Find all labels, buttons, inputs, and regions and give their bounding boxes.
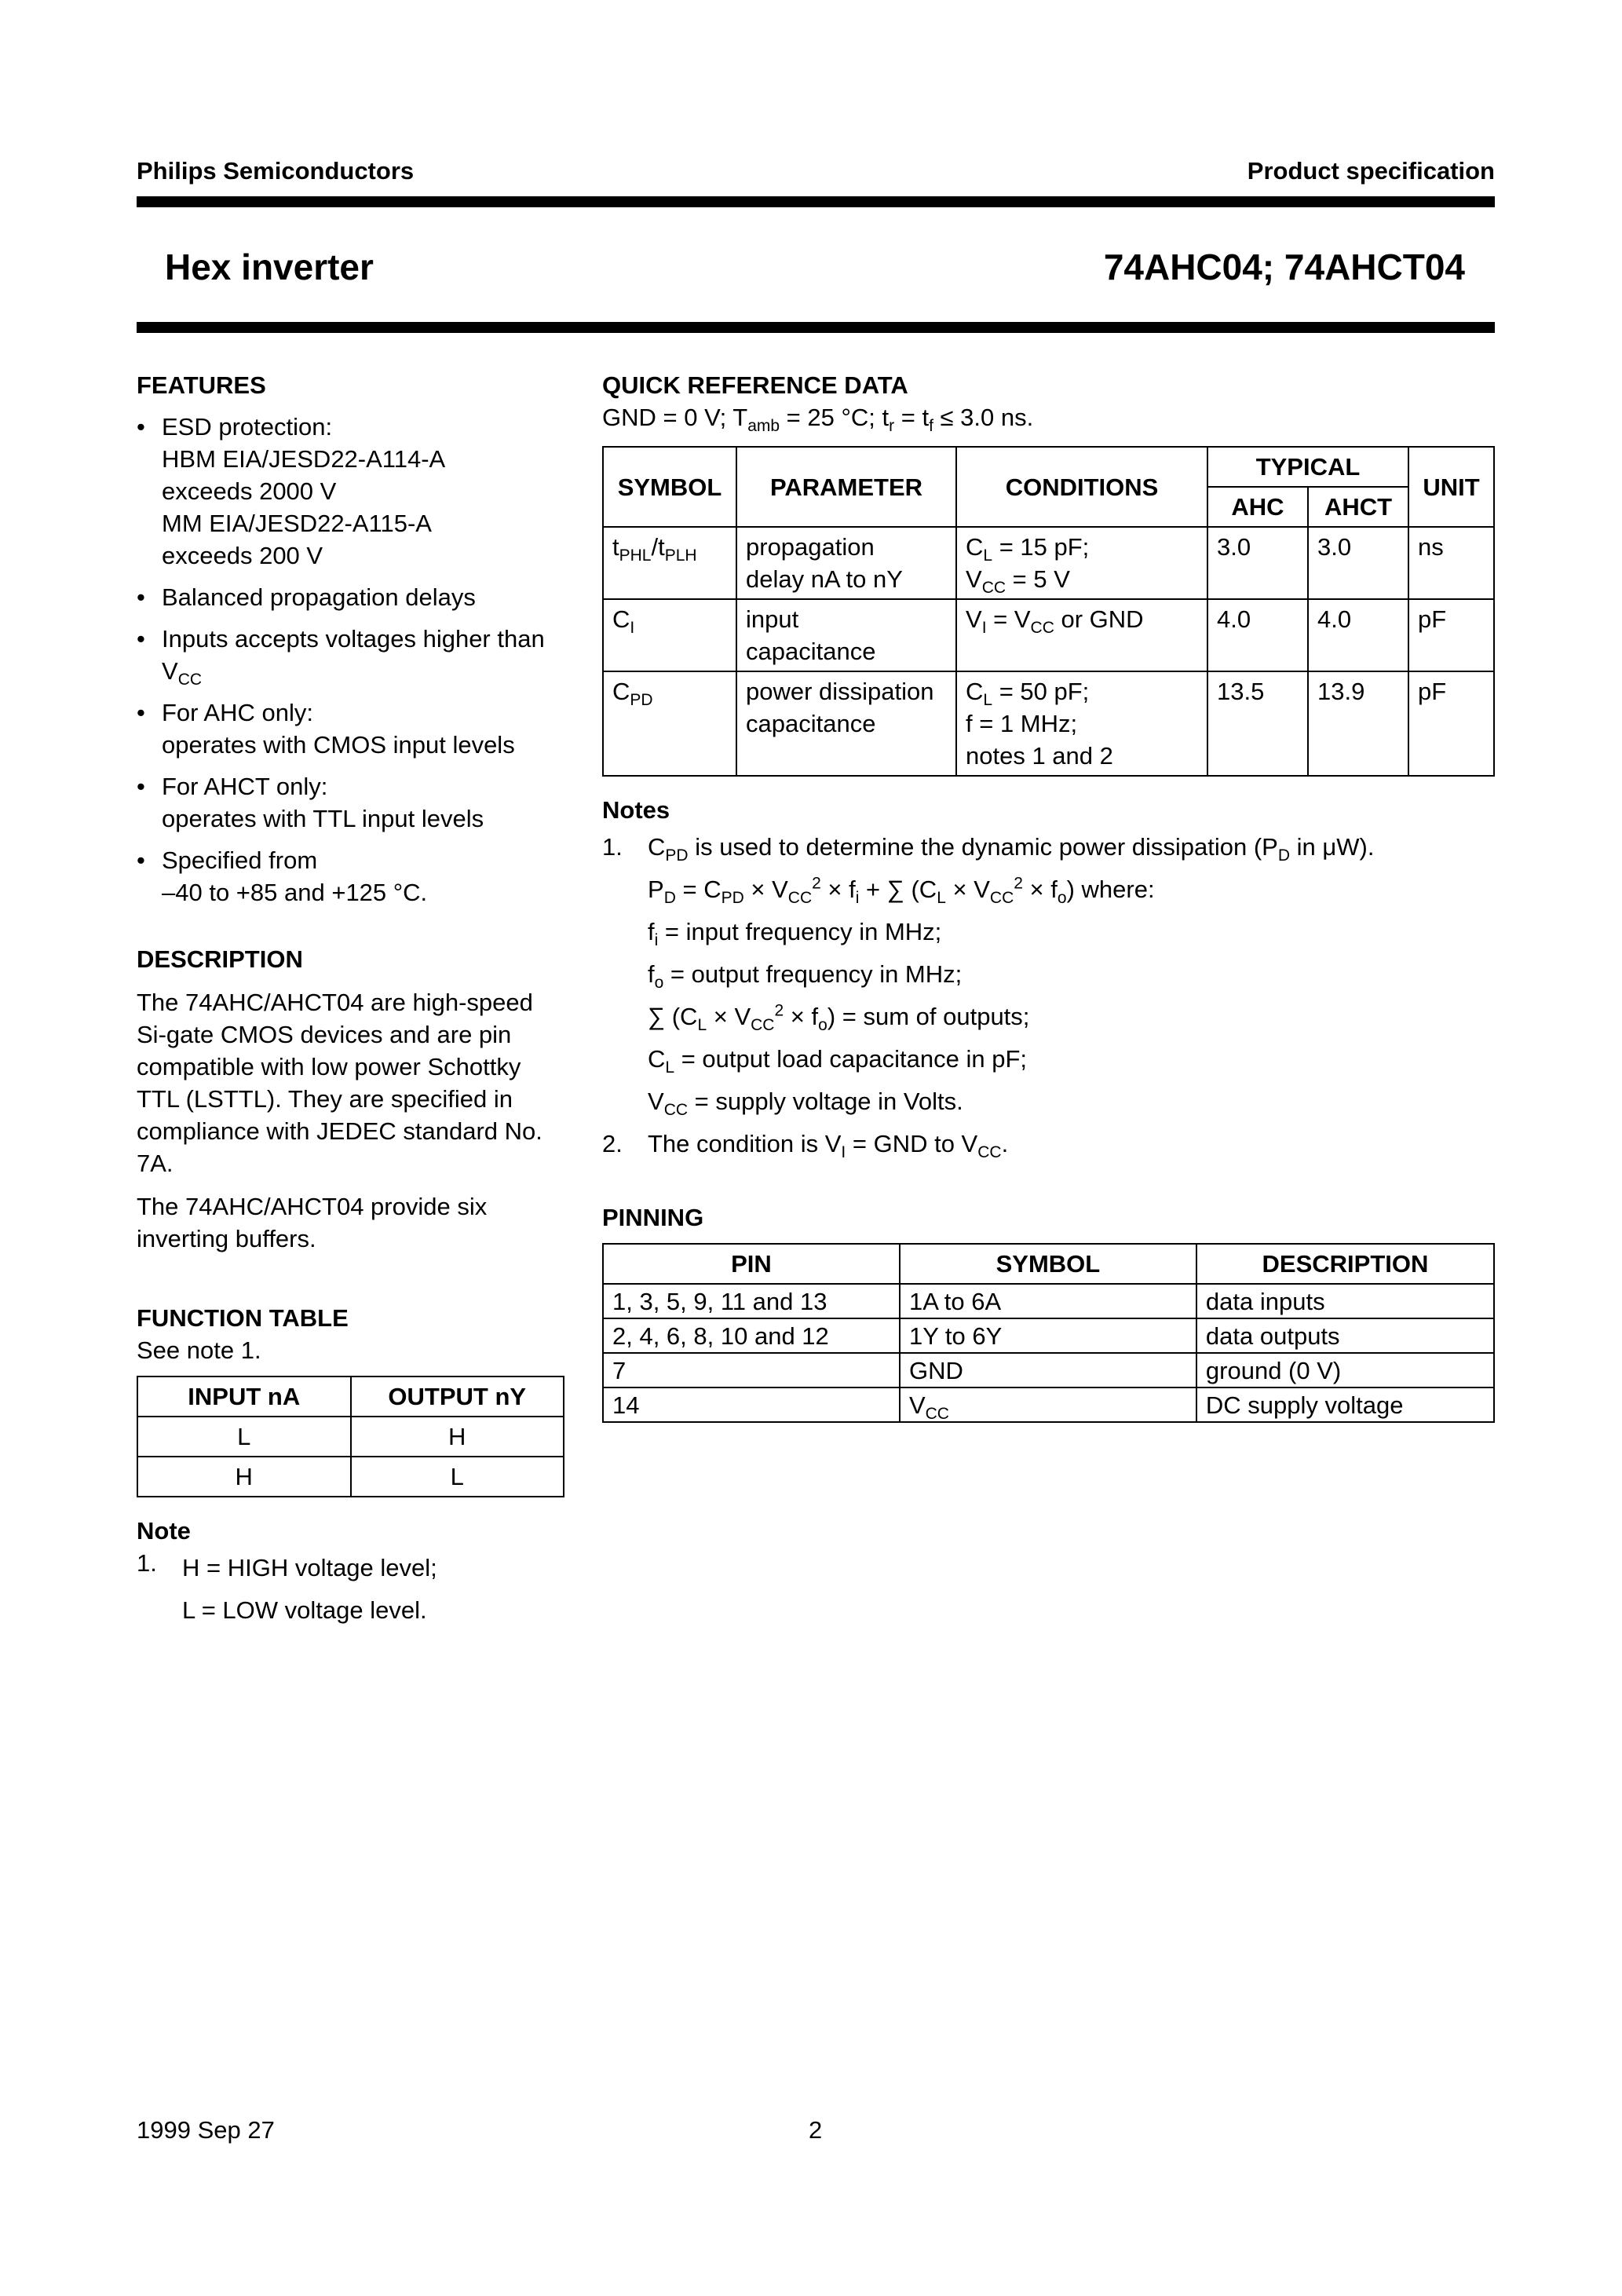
notes-heading: Notes	[602, 796, 670, 824]
table-row: $C_I$ input capacitance $V_I = V_{CC}$ or GND 4.0 4.0 pF	[603, 599, 1494, 671]
quick-ref-conditions: GND = 0 V; $T_{amb} = 25$ °C; $t_r = t_f \le 3.0$ ns.	[602, 404, 1034, 436]
column-header: TYPICAL	[1207, 447, 1408, 487]
function-table-heading: FUNCTION TABLE	[137, 1304, 349, 1332]
header-rule	[137, 196, 1495, 207]
bullet-icon: •	[137, 625, 145, 653]
features-heading: FEATURES	[137, 371, 266, 399]
column-header: AHC	[1207, 487, 1308, 527]
function-note-list	[137, 1547, 564, 1632]
table-row: $C_{PD}$ power dissipation capacitance $C_L = 50$ pF; f = 1 MHz; notes 1 and 2 13.5 13.9 pF	[603, 671, 1494, 776]
feature-item: • ESD protection: HBM EIA/JESD22-A114-A exceeds 2000 V MM EIA/JESD22-A115-A exceeds 200 V	[137, 411, 564, 572]
pinning-table	[602, 1243, 1495, 1423]
features-list	[137, 411, 564, 909]
table-row: 14 $V_{CC}$ DC supply voltage	[603, 1387, 1494, 1422]
feature-item: • For AHC only: operates with CMOS input levels	[137, 696, 564, 761]
table-row: 7 GND ground (0 V)	[603, 1353, 1494, 1387]
page-number: 2	[809, 2116, 823, 2144]
note-item: 2. The condition is $V_I$ = GND to $V_{CC}$.	[602, 1130, 1009, 1162]
quick-ref-heading: QUICK REFERENCE DATA	[602, 371, 908, 399]
column-header: SYMBOL	[603, 447, 736, 527]
feature-item: • Inputs accepts voltages higher than $V_{CC}$	[137, 623, 564, 687]
bullet-icon: •	[137, 699, 145, 726]
page-title: Hex inverter	[165, 247, 374, 287]
feature-item: • Specified from –40 to +85 and +125 °C.	[137, 844, 564, 909]
column-header: OUTPUT nY	[351, 1377, 564, 1417]
function-table-subtitle: See note 1.	[137, 1336, 261, 1364]
column-header: CONDITIONS	[956, 447, 1207, 527]
bullet-icon: •	[137, 846, 145, 874]
feature-item: • For AHCT only: operates with TTL input levels	[137, 770, 564, 835]
quick-reference-table	[602, 446, 1495, 777]
note-item: 1. $C_{PD}$ is used to determine the dynamic power dissipation ($P_D$ in μW). $P_D = C_{PD} \times V_{CC}^2 \times f_i$ + ∑ $(C_L \times V_{CC}^2 \times f_o)$ where: $f_i$ = input frequency in MHz; $f_o$ = output frequency in MHz; ∑ $(C_L \times V_{CC}^2 \times f_o)$ = sum of outputs; $C_L$ = output load capacitance in pF; $V_{CC}$ = supply voltage in Volts.	[602, 833, 1375, 1120]
table-row: H L	[137, 1457, 564, 1497]
function-note-heading: Note	[137, 1517, 191, 1545]
bullet-icon: •	[137, 413, 145, 441]
column-header: UNIT	[1408, 447, 1494, 527]
left-column	[137, 369, 564, 1632]
part-numbers: 74AHC04; 74AHCT04	[1103, 247, 1465, 287]
table-row: 2, 4, 6, 8, 10 and 12 1Y to 6Y data outputs	[603, 1318, 1494, 1353]
column-header: AHCT	[1308, 487, 1408, 527]
feature-item: • Balanced propagation delays	[137, 581, 564, 613]
description-heading: DESCRIPTION	[137, 945, 303, 973]
note-item: 1. H = HIGH voltage level; L = LOW voltage level.	[137, 1549, 437, 1624]
column-header: SYMBOL	[900, 1244, 1196, 1284]
column-header: PIN	[603, 1244, 900, 1284]
table-row: L H	[137, 1417, 564, 1457]
bullet-icon: •	[137, 583, 145, 611]
company-name: Philips Semiconductors	[137, 157, 415, 185]
column-header: PARAMETER	[736, 447, 956, 527]
document-type: Product specification	[1247, 157, 1495, 185]
bullet-icon: •	[137, 773, 145, 800]
right-column	[602, 369, 1495, 1423]
function-table	[137, 1376, 564, 1497]
table-row: 1, 3, 5, 9, 11 and 13 1A to 6A data inputs	[603, 1284, 1494, 1318]
pinning-heading: PINNING	[602, 1204, 704, 1231]
column-header: DESCRIPTION	[1196, 1244, 1494, 1284]
table-row: $t_{PHL}/t_{PLH}$ propagation delay nA to nY $C_L = 15$ pF; $V_{CC} = 5$ V 3.0 3.0 ns	[603, 527, 1494, 599]
title-rule	[137, 322, 1495, 333]
description-para-1: The 74AHC/AHCT04 are high-speed Si-gate CMOS devices and are pin compatible with low power Schottky TTL (LSTTL). They are specified in compliance with JEDEC standard No. 7A.	[137, 989, 542, 1177]
notes-list	[602, 826, 1495, 1165]
footer-date: 1999 Sep 27	[137, 2116, 275, 2144]
description-para-2: The 74AHC/AHCT04 provide six inverting buffers.	[137, 1193, 488, 1252]
column-header: INPUT nA	[137, 1377, 351, 1417]
